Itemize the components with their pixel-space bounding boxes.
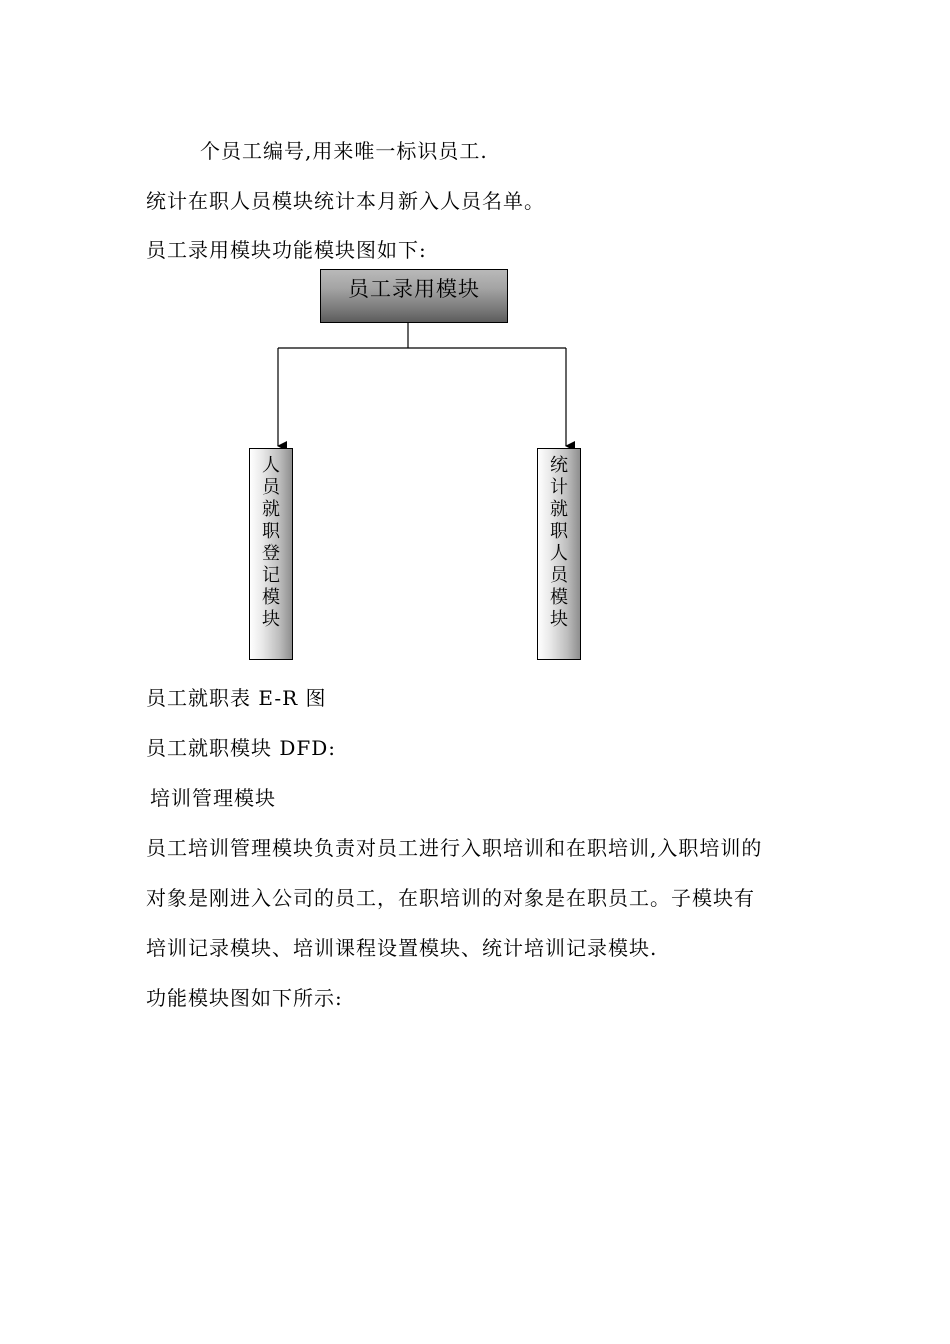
text-line-er-diagram: 员工就职表 E-R 图 bbox=[146, 686, 327, 710]
child-module-label-statistics: 统计就职人员模块 bbox=[550, 455, 568, 630]
text-line-training-desc-1: 员工培训管理模块负责对员工进行入职培训和在职培训,入职培训的 bbox=[146, 836, 763, 860]
text-line-statistics: 统计在职人员模块统计本月新入人员名单。 bbox=[146, 189, 545, 213]
child-module-box-registration bbox=[249, 448, 293, 660]
child-module-box-statistics bbox=[537, 448, 581, 660]
text-line-employee-id: 个员工编号,用来唯一标识员工. bbox=[200, 139, 488, 163]
text-line-dfd: 员工就职模块 DFD: bbox=[146, 736, 337, 760]
text-line-diagram-intro-2: 功能模块图如下所示: bbox=[146, 986, 343, 1010]
text-line-training-desc-3: 培训记录模块、培训课程设置模块、统计培训记录模块. bbox=[146, 936, 658, 960]
text-line-diagram-intro: 员工录用模块功能模块图如下: bbox=[146, 238, 427, 262]
root-module-box: 员工录用模块 bbox=[320, 269, 508, 323]
section-heading-training: 培训管理模块 bbox=[150, 786, 276, 810]
child-module-label-registration: 人员就职登记模块 bbox=[262, 455, 280, 630]
text-line-training-desc-2: 对象是刚进入公司的员工，在职培训的对象是在职员工。子模块有 bbox=[146, 886, 755, 910]
